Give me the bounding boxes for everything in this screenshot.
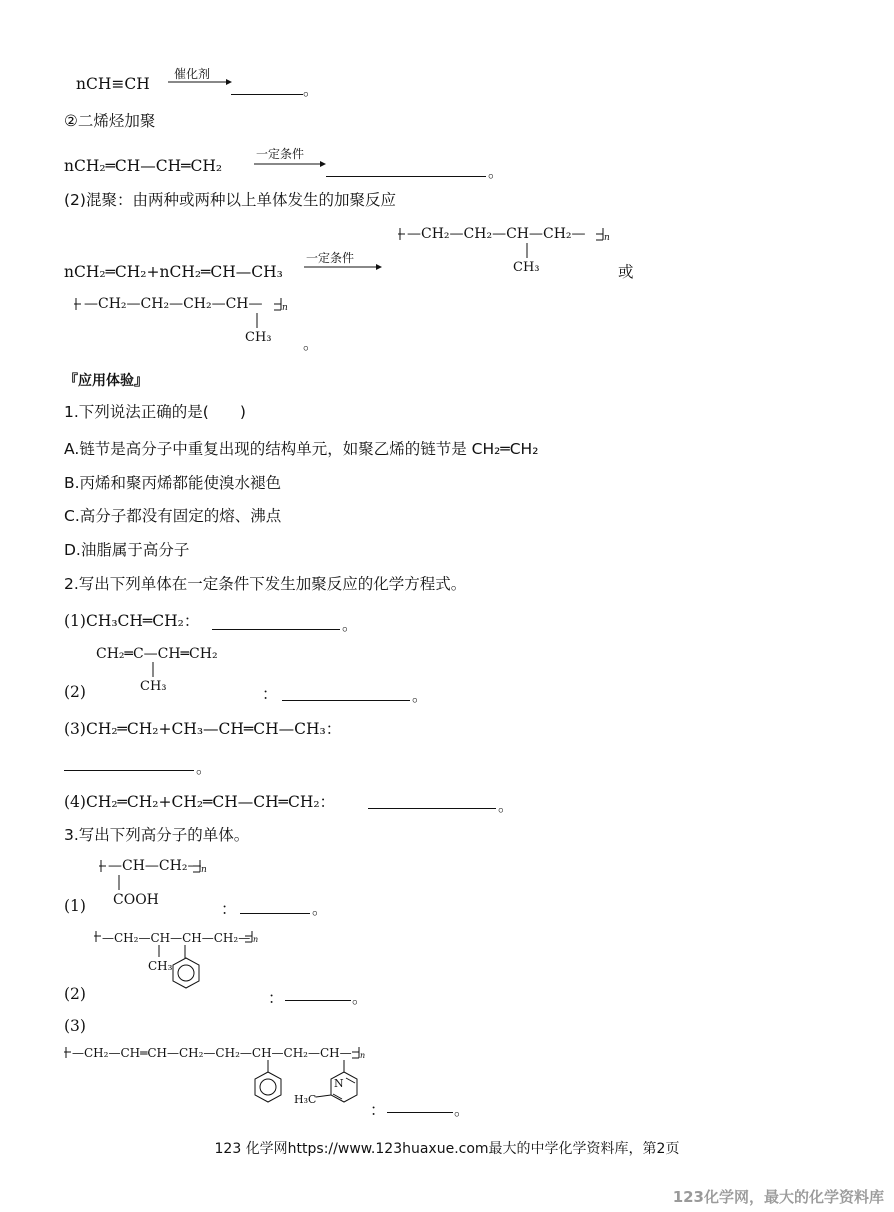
period: 。 <box>196 759 212 777</box>
q3-label-1: (1) <box>64 897 86 915</box>
period: 。 <box>352 989 368 1007</box>
rxn2-reactant: nCH₂═CH—CH═CH₂ <box>64 157 223 175</box>
period: 。 <box>312 900 328 918</box>
q1-stem: 1.下列说法正确的是( ) <box>64 403 246 421</box>
pyridine-n-label: N <box>334 1077 344 1090</box>
answer-blank[interactable] <box>387 1098 453 1113</box>
diene-heading: ②二烯烃加聚 <box>64 112 156 130</box>
q1-option-c[interactable]: C.高分子都没有固定的熔、沸点 <box>64 507 282 525</box>
mixed-reactant: nCH₂═CH₂+nCH₂═CH—CH₃ <box>64 263 283 281</box>
q2-stem: 2.写出下列单体在一定条件下发生加聚反应的化学方程式。 <box>64 575 467 593</box>
watermark: 123化学网，最大的化学资料库 <box>672 1188 884 1206</box>
product-b-ch3: CH₃ <box>245 330 272 345</box>
q3-s3-h3c: H₃C <box>294 1093 317 1106</box>
period: 。 <box>303 335 319 353</box>
product-a-chain: —CH₂—CH₂—CH—CH₂— <box>407 226 586 242</box>
period: 。 <box>488 163 504 181</box>
q3-s1-cooh: COOH <box>113 892 159 908</box>
mixed-heading: (2)混聚：由两种或两种以上单体发生的加聚反应 <box>64 191 396 209</box>
rxn2-condition: 一定条件 <box>256 147 305 161</box>
subscript-n: n <box>360 1051 366 1060</box>
q2-part1: (1)CH₃CH═CH₂： <box>64 612 200 630</box>
q3-label-3: (3) <box>64 1017 86 1035</box>
q1-option-a[interactable]: A.链节是高分子中重复出现的结构单元，如聚乙烯的链节是 CH₂═CH₂ <box>64 440 539 458</box>
q2-part4: (4)CH₂═CH₂+CH₂═CH—CH═CH₂： <box>64 793 336 811</box>
period: 。 <box>498 797 514 815</box>
or-word: 或 <box>618 263 634 281</box>
q3-label-2: (2) <box>64 985 86 1003</box>
mixed-condition: 一定条件 <box>306 251 355 265</box>
period: 。 <box>342 616 358 634</box>
q3-s2-chain: —CH₂—CH—CH—CH₂— <box>102 931 251 945</box>
colon: ： <box>221 900 237 918</box>
q2-part2-ch3: CH₃ <box>140 679 167 694</box>
subscript-n: n <box>201 865 207 875</box>
q2-part3: (3)CH₂═CH₂+CH₃—CH═CH—CH₃： <box>64 720 342 738</box>
period: 。 <box>454 1101 470 1119</box>
rxn1-reactant: nCH≡CH <box>76 75 150 93</box>
q1-option-d[interactable]: D.油脂属于高分子 <box>64 541 190 559</box>
period: 。 <box>412 687 428 705</box>
colon: ： <box>262 685 278 703</box>
q3-stem: 3.写出下列高分子的单体。 <box>64 826 250 844</box>
page-footer: 123 化学网https://www.123huaxue.com最大的中学化学资料库，第2页 <box>214 1141 680 1157</box>
period: 。 <box>303 81 319 99</box>
q1-option-b[interactable]: B.丙烯和聚丙烯都能使溴水褪色 <box>64 474 282 492</box>
product-a-ch3: CH₃ <box>513 260 540 275</box>
q3-s2-ch3: CH₃ <box>148 959 173 973</box>
subscript-n: n <box>604 233 610 243</box>
colon: ： <box>370 1101 386 1119</box>
colon: ： <box>268 989 284 1007</box>
subscript-n: n <box>282 303 288 313</box>
q2-part2-label: (2) <box>64 683 86 701</box>
q3-s1-chain: —CH—CH₂— <box>108 858 202 874</box>
application-heading: 『应用体验』 <box>64 373 148 389</box>
q2-part2-structure: CH₂═C—CH═CH₂ <box>96 646 218 662</box>
subscript-n: n <box>253 935 259 944</box>
q3-s3-chain: —CH₂—CH═CH—CH₂—CH₂—CH—CH₂—CH— <box>72 1046 352 1060</box>
rxn1-catalyst-label: 催化剂 <box>174 67 211 81</box>
product-b-chain: —CH₂—CH₂—CH₂—CH— <box>84 296 263 312</box>
